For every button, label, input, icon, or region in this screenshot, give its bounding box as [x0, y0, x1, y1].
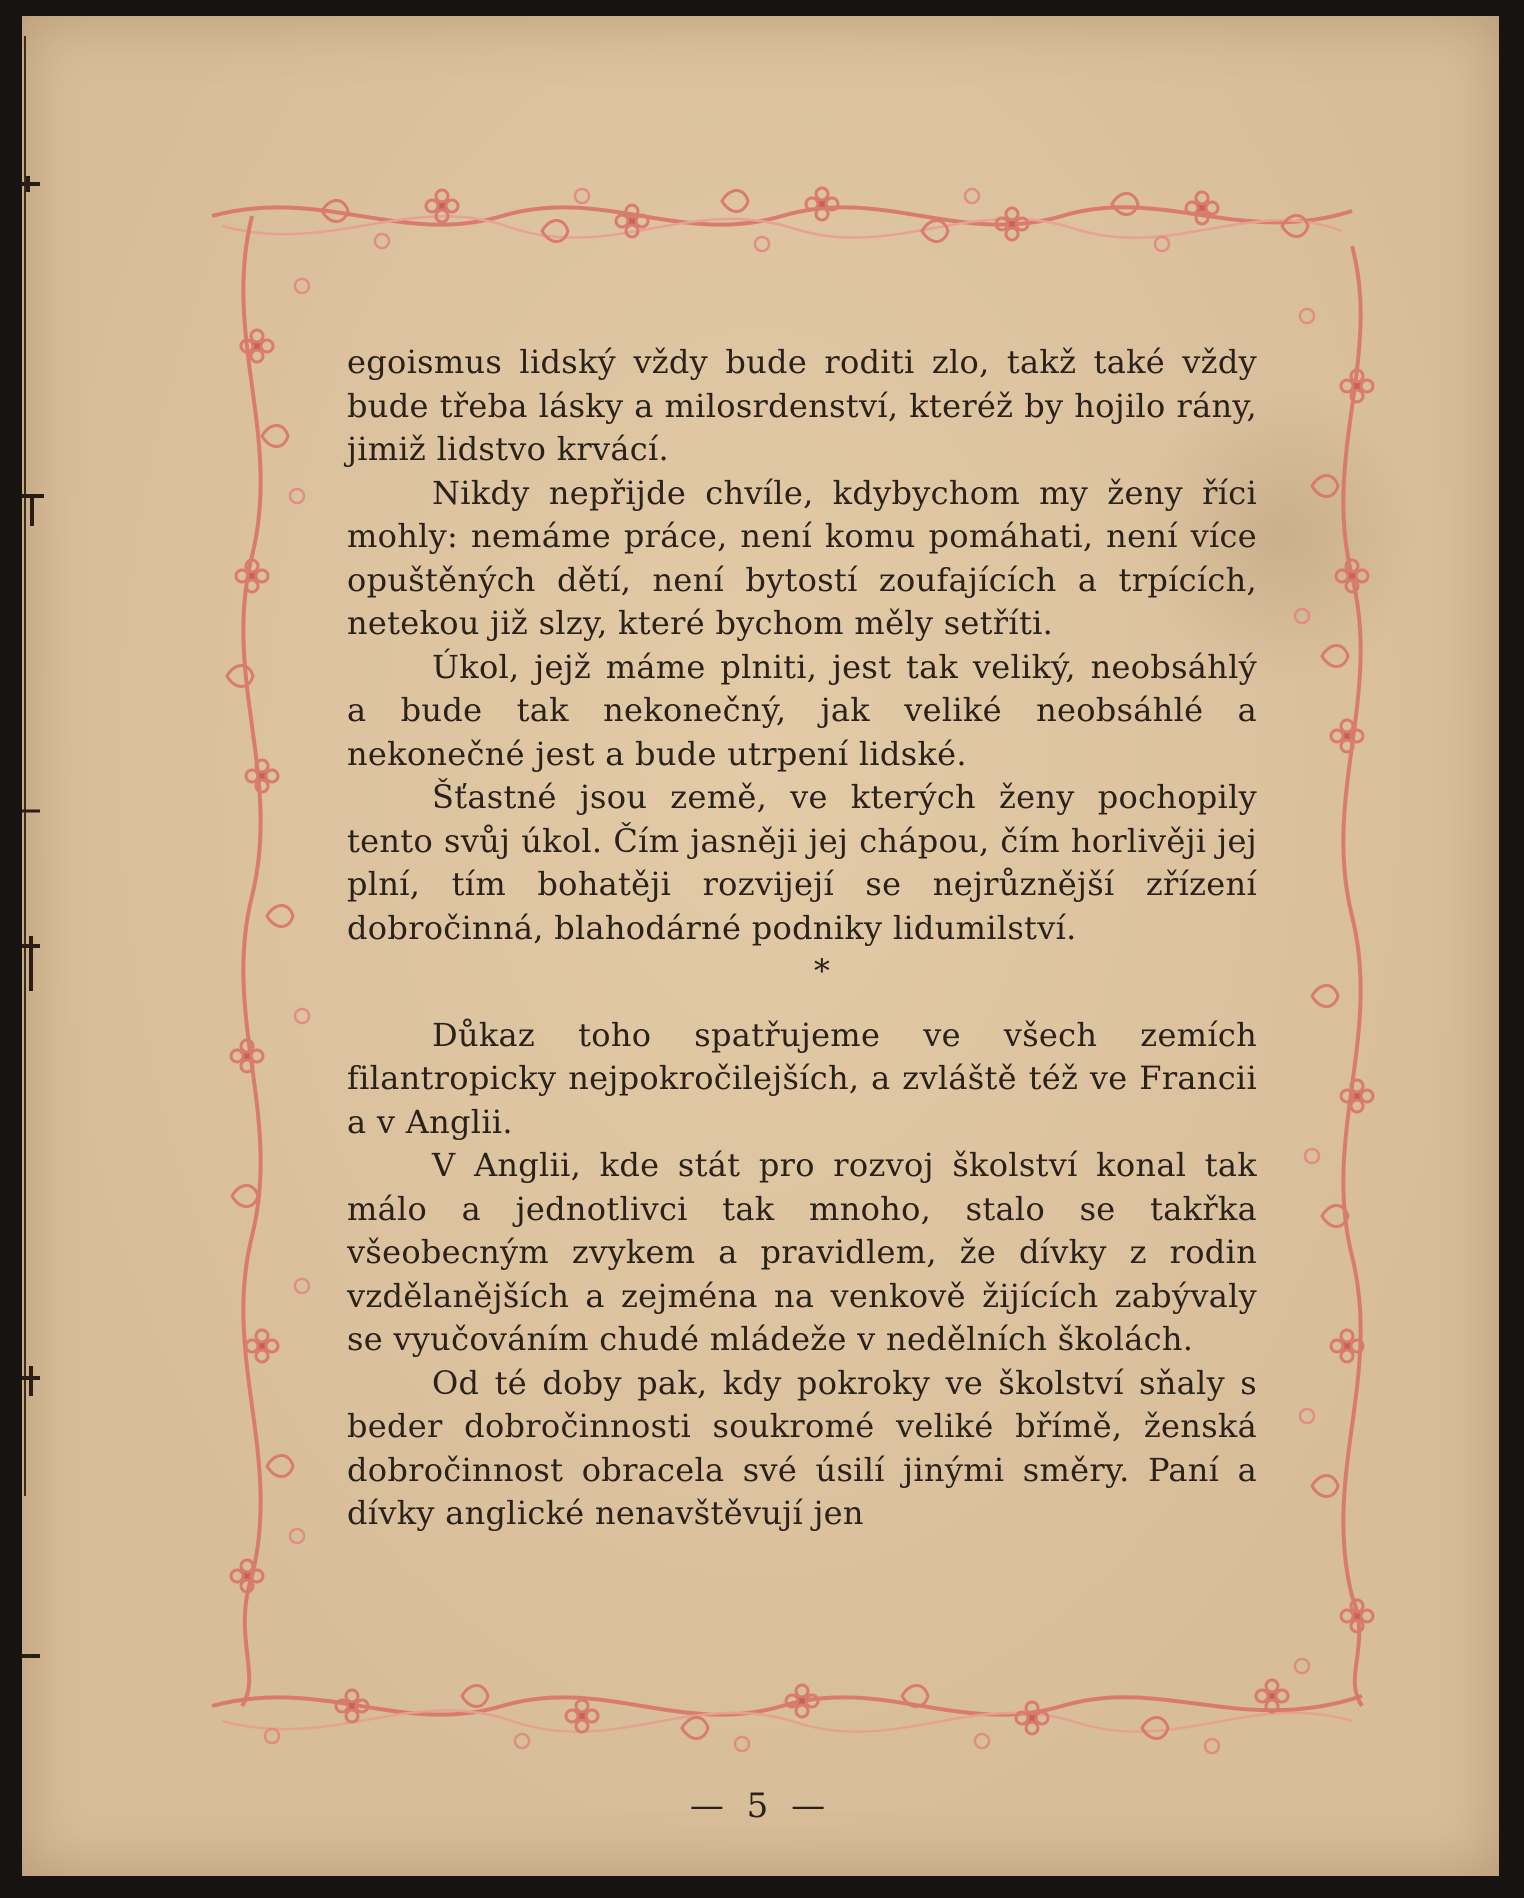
paragraph-2: Nikdy nepřijde chvíle, kdybychom my ženy říci mohly: nemáme práce, není komu pomáhati, není více opuštěných dětí, není bytostí zoufajících a trpících, netekou již slzy, které bychom měly setříti.	[347, 473, 1257, 642]
paragraph-7: Od té doby pak, kdy pokroky ve školství sňaly s beder dobročinnosti soukromé veliké břímě, ženská dobročinnost obracela své úsilí jinými směry. Paní a dívky anglické nenavštěvují jen	[347, 1363, 1257, 1532]
section-separator: *	[813, 952, 831, 990]
book-page	[22, 16, 1499, 1876]
bottom-vine	[212, 1680, 1362, 1753]
paragraph-6: V Anglii, kde stát pro rozvoj školství konal tak málo a jednotlivci tak mnoho, stalo se takřka všeobecným zvykem a pravidlem, že dívky z rodin vzdělanějších a zejména na venkově žijících zabývaly se vyučováním chudé mládeže v nedělních školách.	[347, 1146, 1257, 1358]
paragraph-3: Úkol, jejž máme plniti, jest tak veliký, neobsáhlý a bude tak nekonečný, jak veliké neobsáhlé a nekonečné jest a bude utrpení lidské.	[347, 647, 1257, 773]
paragraph-5: Důkaz toho spatřujeme ve všech zemích filantropicky nejpokročilejších, a zvláště též ve Francii a v Anglii.	[347, 1015, 1257, 1141]
paragraph-1: egoismus lidský vždy bude roditi zlo, takž také vždy bude třeba lásky a milosrdenství, kteréž by hojilo rány, jimiž lidstvo krvácí.	[347, 343, 1257, 468]
right-vine	[1295, 246, 1373, 1706]
page-number: — 5 —	[689, 1786, 832, 1826]
separator-spacer	[347, 994, 1257, 1014]
left-vine	[227, 216, 309, 1706]
top-vine	[212, 188, 1352, 251]
main-text	[347, 341, 1257, 1536]
paragraph-4: Šťastné jsou země, ve kterých ženy pochopily tento svůj úkol. Čím jasněji jej chápou, čím horlivěji jej plní, tím bohatěji rozvijejí se nejrůznější zřízení dobročinná, blahodárné podniky lidumilství.	[347, 778, 1257, 947]
